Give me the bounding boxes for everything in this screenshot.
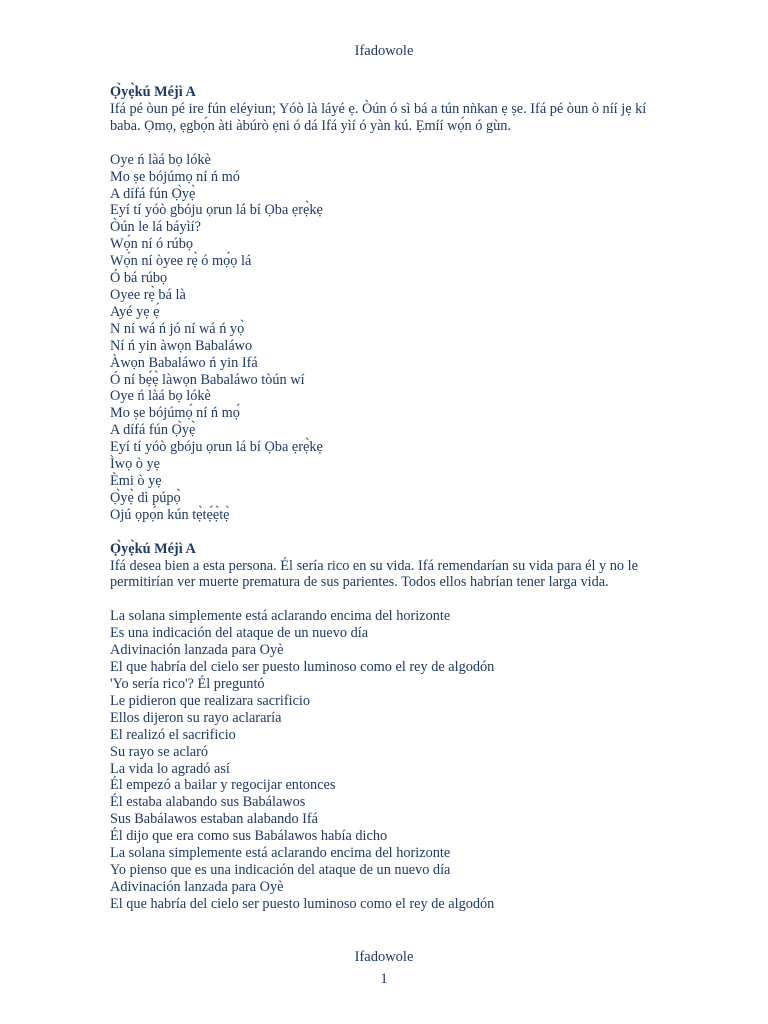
verse-line: Mo ṣe bójúmọ ní ń mó bbox=[110, 168, 240, 185]
verse-line: Wọ́n ní ó rúbọ bbox=[110, 236, 193, 253]
verse-line: Àwọn Babaláwo ń yin Ifá bbox=[110, 354, 258, 371]
verse-lines bbox=[110, 152, 660, 524]
verse-line: Su rayo se aclaró bbox=[110, 743, 209, 760]
verse-line: A dífá fún Ọ̀yẹ̀ bbox=[110, 422, 196, 439]
section-spanish bbox=[110, 541, 660, 913]
page-header: Ifadowole bbox=[354, 43, 414, 59]
section-title: Ọ̀yẹ̀kú Méjì A bbox=[110, 540, 196, 557]
verse-line: Él estaba alabando sus Babálawos bbox=[110, 794, 306, 811]
page-footer bbox=[0, 946, 768, 990]
verse-line: Mo ṣe bójúmọ́ ní ń mọ́ bbox=[110, 405, 240, 422]
verse-line: Ojú ọpọ́n kún tẹ̀tẹ́ẹ̀tẹ̀ bbox=[110, 506, 230, 523]
verse-line: Eyí tí yóò gbóju ọrun lá bí Ọba ẹrẹ̀kẹ bbox=[110, 439, 323, 456]
verse-line: Sus Babálawos estaban alabando Ifá bbox=[110, 811, 319, 828]
verse-line: Yo pienso que es una indicación del ataque de un nuevo día bbox=[110, 861, 451, 878]
verse-line: Ayé yẹ ẹ́ bbox=[110, 303, 160, 320]
verse-line: Oyee rẹ̀ bá là bbox=[110, 286, 186, 303]
verse-line: Ọ̀yẹ̀ dì púpọ̀ bbox=[110, 489, 181, 506]
verse-line: Òún le lá báyìí? bbox=[110, 219, 201, 236]
page-number: 1 bbox=[380, 971, 388, 987]
verse-line: A dífá fún Ọ̀yẹ̀ bbox=[110, 185, 196, 202]
verse-line: Ellos dijeron su rayo aclararía bbox=[110, 709, 282, 726]
verse-line: Ó ní bẹ́ẹ̀ làwọn Babaláwo tòún wí bbox=[110, 371, 305, 388]
verse-line: Wọ́n ní òyee rẹ̀ ó mọ́ọ lá bbox=[110, 253, 252, 270]
verse-line: La solana simplemente está aclarando encima del horizonte bbox=[110, 845, 451, 862]
verse-line: El realizó el sacrificio bbox=[110, 726, 236, 743]
verse-line: Eyí tí yóò gbóju ọrun lá bí Ọba ẹrẹ̀kẹ bbox=[110, 202, 323, 219]
verse-line: Le pidieron que realizara sacrificio bbox=[110, 692, 311, 709]
verse-line: Ó bá rúbọ bbox=[110, 270, 168, 287]
verse-line: Èmi ò yẹ bbox=[110, 472, 162, 489]
verse-line: Oye ń làá bọ lókè bbox=[110, 388, 211, 405]
verse-line: La solana simplemente está aclarando encima del horizonte bbox=[110, 608, 451, 625]
verse-line: N ní wá ń jó ní wá ń yọ̀ bbox=[110, 320, 245, 337]
verse-line: La vida lo agradó así bbox=[110, 760, 230, 777]
verse-line: Es una indicación del ataque de un nuevo día bbox=[110, 625, 369, 642]
verse-line: Él empezó a bailar y regocijar entonces bbox=[110, 777, 336, 794]
verse-line: Ní ń yin àwọn Babaláwo bbox=[110, 337, 253, 354]
footer-title: Ifadowole bbox=[354, 949, 414, 965]
verse-line: Ìwọ ò yẹ bbox=[110, 456, 161, 473]
verse-lines bbox=[110, 608, 660, 912]
verse-line: Adivinación lanzada para Oyè bbox=[110, 878, 284, 895]
section-title: Ọ̀yẹ̀kú Méjì A bbox=[110, 84, 196, 100]
verse-line: 'Yo sería rico'? Él preguntó bbox=[110, 676, 265, 692]
verse-line: Él dijo que era como sus Babálawos había dicho bbox=[110, 828, 388, 845]
verse-line: El que habría del cielo ser puesto luminoso como el rey de algodón bbox=[110, 895, 495, 912]
page-content bbox=[110, 84, 660, 913]
verse-line: Oye ń làá bọ lókè bbox=[110, 151, 211, 168]
section-intro: Ifá desea bien a esta persona. Él sería rico en su vida. Ifá remendarían su vida para él y no le permitirían ver muerte prematura de sus parientes. Todos ellos habrían tener larga vida. bbox=[110, 557, 638, 591]
verse-line: Adivinación lanzada para Oyè bbox=[110, 642, 284, 659]
section-yoruba bbox=[110, 84, 660, 524]
verse-line: El que habría del cielo ser puesto luminoso como el rey de algodón bbox=[110, 659, 495, 676]
section-intro: Ifá pé òun pé ire fún eléyiun; Yóò là láyé ẹ. Òún ó sì bá a tún nǹkan ẹ ṣe. Ifá pé òun ò níí jẹ kí baba. Ọmọ, ẹgbọ́n àti àbúrò ẹni ó dá Ifá yìí ó yàn kú. Ẹmíí wọ́n ó gùn. bbox=[110, 100, 647, 134]
